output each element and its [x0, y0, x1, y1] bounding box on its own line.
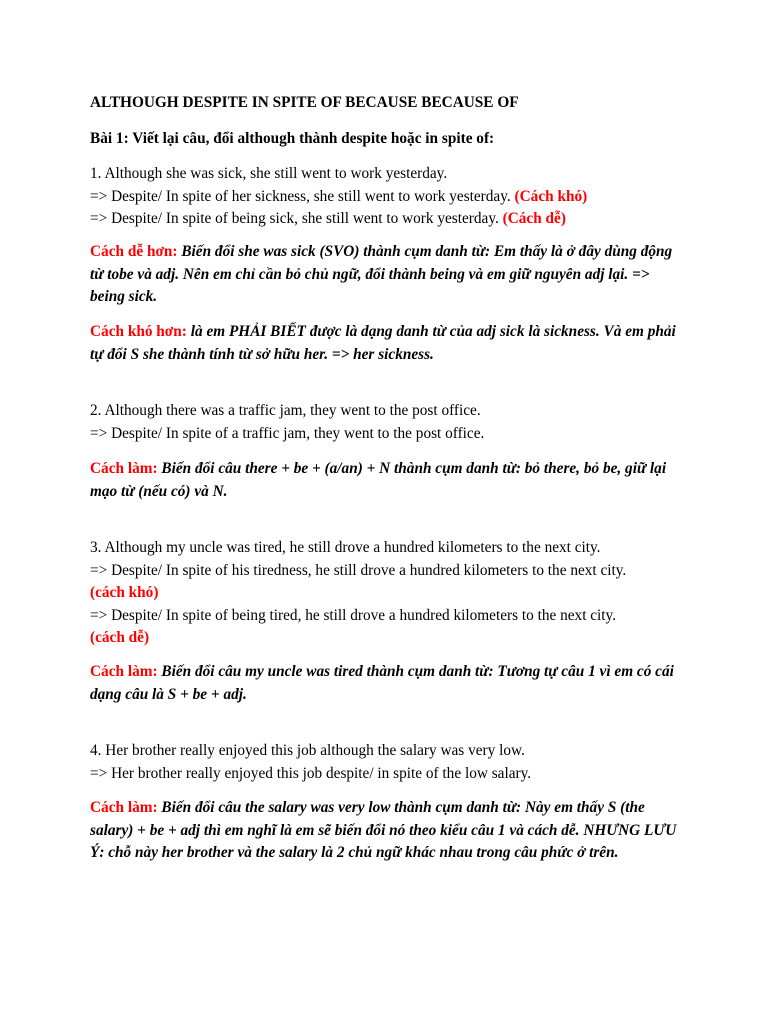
note-label: Cách khó hơn:: [90, 323, 187, 340]
explanation-note: [90, 241, 680, 309]
question-text: 1. Although she was sick, she still went to work yesterday.: [90, 165, 448, 182]
exercise-item-3: [90, 537, 690, 650]
answer-text: => Her brother really enjoyed this job despite/ in spite of the low salary.: [90, 764, 532, 782]
note-label: Cách làm:: [90, 663, 158, 680]
difficulty-tag: (cách dễ): [90, 629, 150, 646]
answer-line: [90, 186, 690, 209]
answer-text: => Despite/ In spite of a traffic jam, they went to the post office.: [90, 424, 485, 442]
answer-text: => Despite/ In spite of his tiredness, he still drove a hundred kilometers to the next city.: [90, 561, 627, 579]
exercise-item-1: [90, 163, 690, 231]
question-text: 4. Her brother really enjoyed this job although the salary was very low.: [90, 742, 525, 759]
answer-line: [90, 208, 690, 231]
exercise-heading: Bài 1: Viết lại câu, đổi although thành despite hoặc in spite of:: [90, 130, 495, 147]
note-label: Cách dễ hơn:: [90, 243, 178, 260]
note-text: là em PHẢI BIẾT được là dạng danh từ của adj sick là sickness. Và em phải tự đổi S she thành tính từ sở hữu her. => her sickness.: [90, 323, 676, 363]
explanation-note: [90, 797, 680, 865]
exercise-item-2: [90, 400, 690, 445]
explanation-note: [90, 458, 680, 503]
question-text: 2. Although there was a traffic jam, they went to the post office.: [90, 402, 481, 419]
document-title: ALTHOUGH DESPITE IN SPITE OF BECAUSE BECAUSE OF: [90, 94, 519, 111]
exercise-item-4: [90, 740, 690, 785]
explanation-note: [90, 321, 680, 366]
note-label: Cách làm:: [90, 799, 158, 816]
difficulty-tag: (Cách dễ): [502, 210, 566, 227]
answer-text: => Despite/ In spite of her sickness, she still went to work yesterday.: [90, 187, 511, 205]
answer-text: => Despite/ In spite of being tired, he still drove a hundred kilometers to the next city.: [90, 606, 617, 624]
explanation-note: [90, 661, 680, 706]
difficulty-tag: (cách khó): [90, 584, 159, 601]
note-text: Biến đổi câu the salary was very low thành cụm danh từ: Này em thấy S (the salary) + be + adj thì em nghĩ là em sẽ biến đổi nó theo kiểu câu 1 và cách dễ. NHƯNG LƯU Ý: chỗ này her brother và the salary là 2 chủ ngữ khác nhau trong câu phức ở trên.: [90, 799, 677, 861]
note-label: Cách làm:: [90, 460, 158, 477]
note-text: Biến đổi câu there + be + (a/an) + N thành cụm danh từ: bỏ there, bỏ be, giữ lại mạo từ (nếu có) và N.: [90, 460, 667, 500]
note-text: Biến đổi she was sick (SVO) thành cụm danh từ: Em thấy là ở đây dùng động từ tobe và adj. Nên em chỉ cần bỏ chủ ngữ, đổi thành being và em giữ nguyên adj lại. => being sick.: [90, 243, 673, 305]
answer-text: => Despite/ In spite of being sick, she still went to work yesterday.: [90, 210, 499, 227]
question-text: 3. Although my uncle was tired, he still drove a hundred kilometers to the next city.: [90, 539, 601, 556]
note-text: Biến đổi câu my uncle was tired thành cụm danh từ: Tương tự câu 1 vì em có cái dạng câu là S + be + adj.: [90, 663, 674, 703]
difficulty-tag: (Cách khó): [514, 187, 588, 205]
